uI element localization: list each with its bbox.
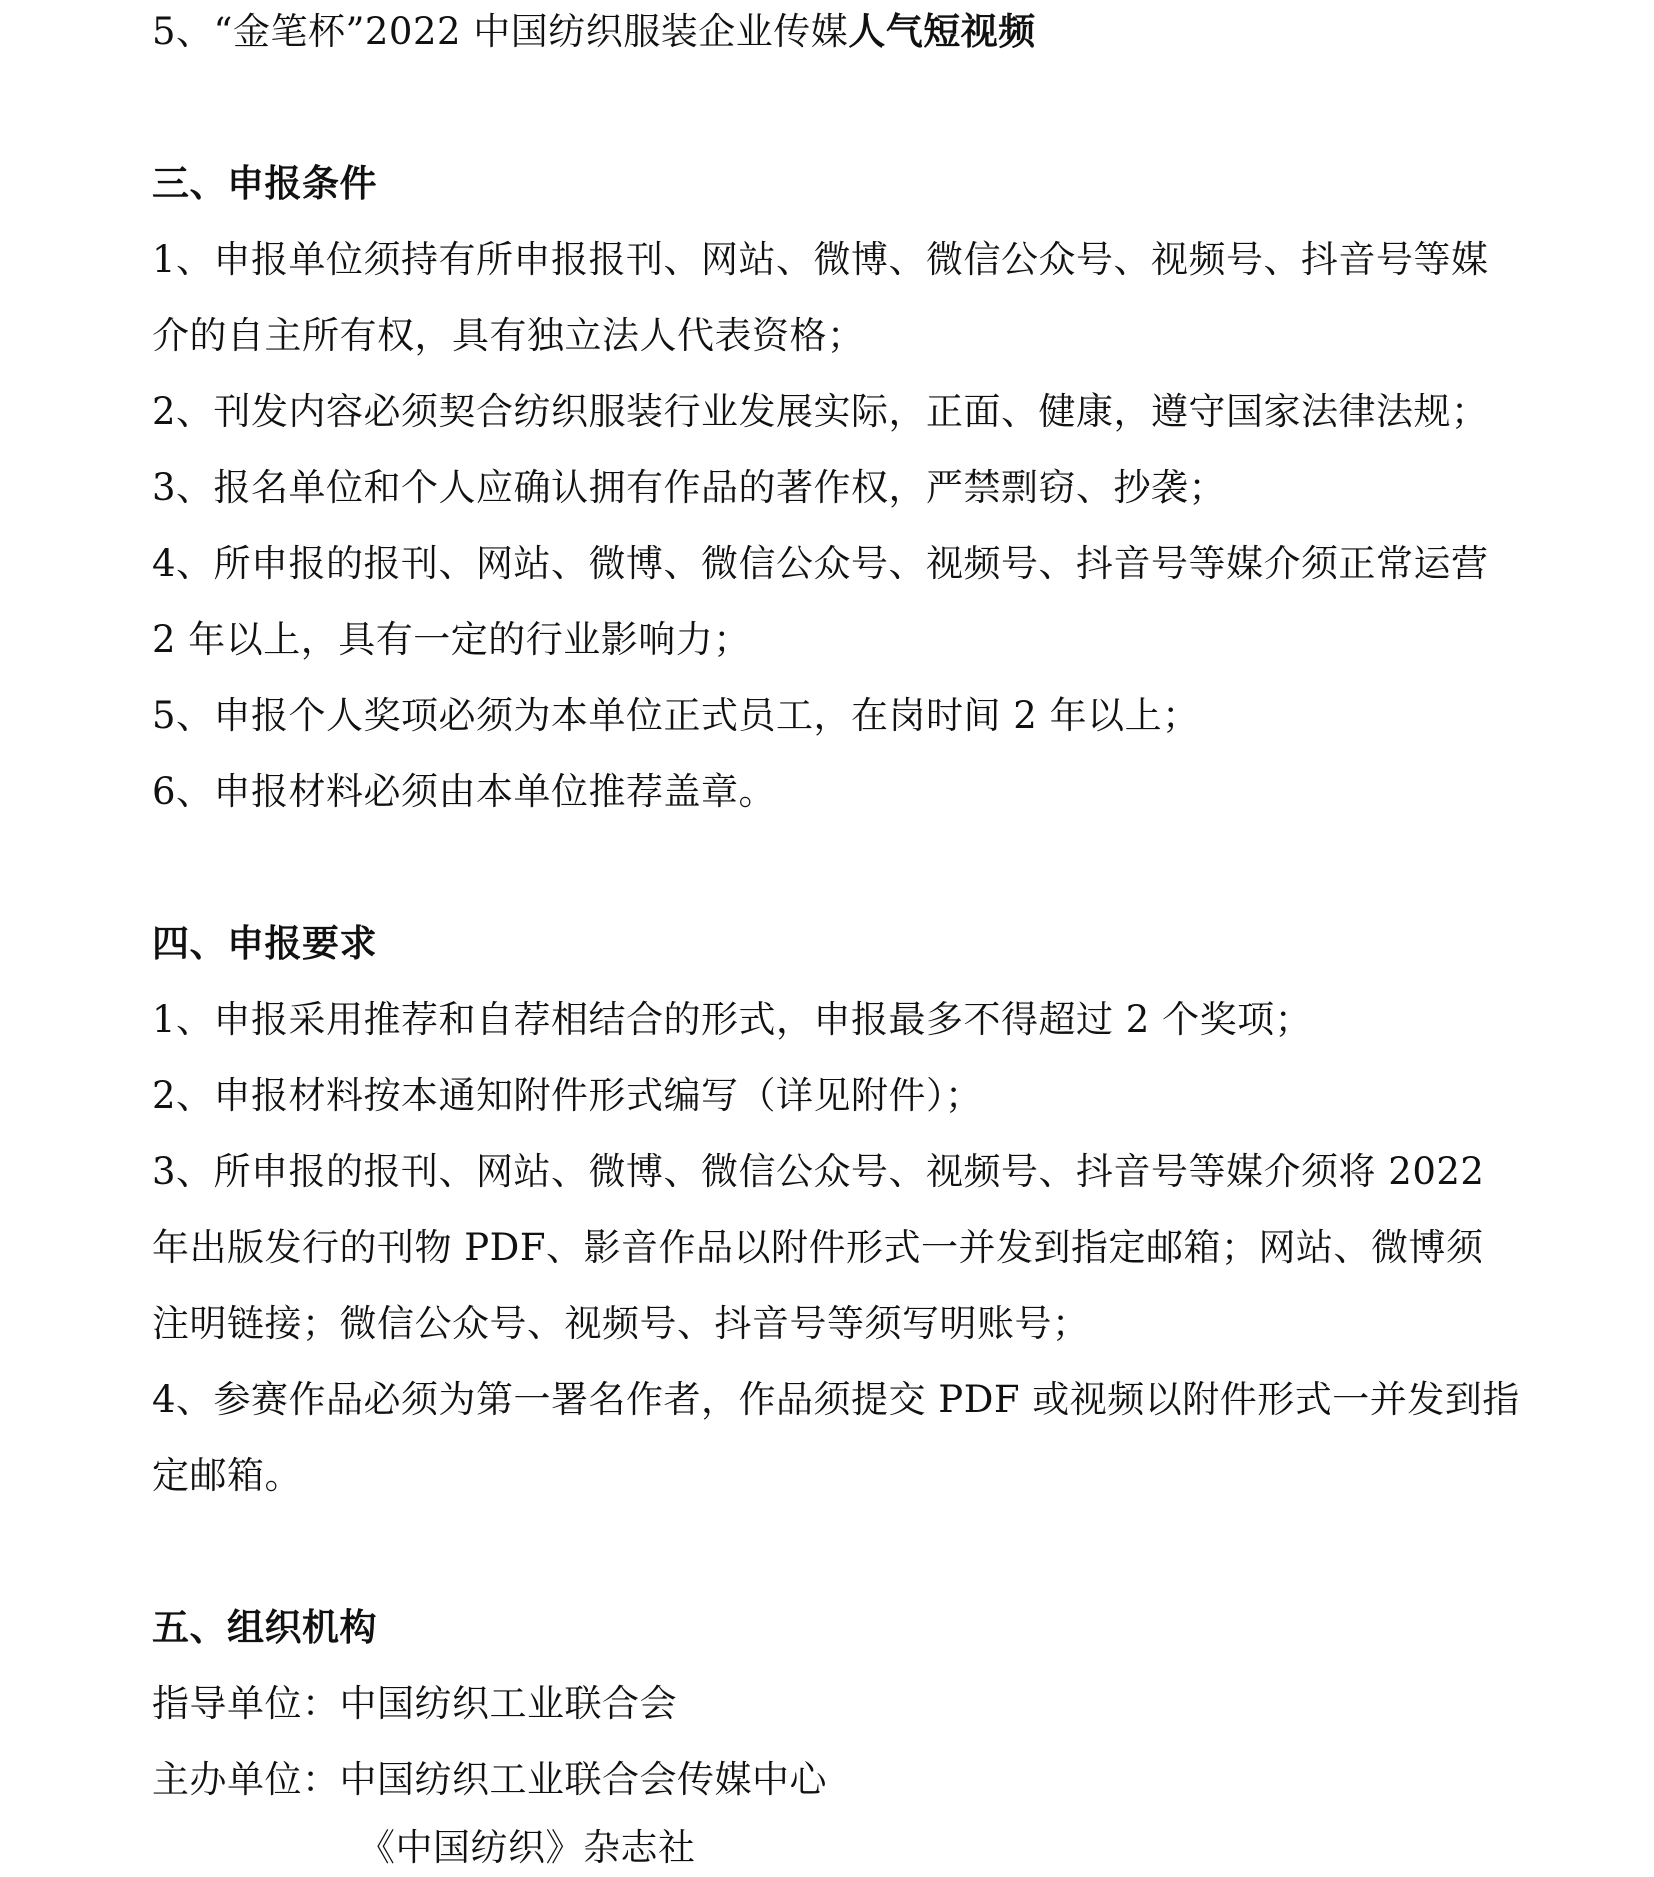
section-3-heading: 三、申报条件 [152, 162, 377, 205]
section-4-line-5: 注明链接；微信公众号、视频号、抖音号等须写明账号； [152, 1302, 1090, 1345]
section-3-line-7: 5、申报个人奖项必须为本单位正式员工，在岗时间 2 年以上； [152, 694, 1200, 737]
section-4-line-7: 定邮箱。 [152, 1454, 302, 1497]
section-3-line-3: 2、刊发内容必须契合纺织服装行业发展实际，正面、健康，遵守国家法律法规； [152, 390, 1489, 433]
section-3-line-8: 6、申报材料必须由本单位推荐盖章。 [152, 770, 777, 813]
section-3-line-4: 3、报名单位和个人应确认拥有作品的著作权，严禁剽窃、抄袭； [152, 466, 1227, 509]
section-3-line-1: 1、申报单位须持有所申报报刊、网站、微博、微信公众号、视频号、抖音号等媒 [152, 238, 1489, 281]
co-host-unit: 《中国纺织》杂志社 [358, 1826, 696, 1869]
award-item-5-text: 5、“金笔杯”2022 中国纺织服装企业传媒 [152, 10, 849, 53]
award-item-5 [152, 10, 1036, 54]
section-3-line-2: 介的自主所有权，具有独立法人代表资格； [152, 314, 865, 357]
section-4-line-3: 3、所申报的报刊、网站、微博、微信公众号、视频号、抖音号等媒介须将 2022 [152, 1150, 1485, 1193]
section-5-heading: 五、组织机构 [152, 1606, 377, 1649]
section-3-line-5: 4、所申报的报刊、网站、微博、微信公众号、视频号、抖音号等媒介须正常运营 [152, 542, 1489, 585]
section-4-line-6: 4、参赛作品必须为第一署名作者，作品须提交 PDF 或视频以附件形式一并发到指 [152, 1378, 1520, 1421]
section-4-line-4: 年出版发行的刊物 PDF、影音作品以附件形式一并发到指定邮箱；网站、微博须 [152, 1226, 1484, 1269]
award-item-5-emphasis: 人气短视频 [848, 10, 1036, 53]
host-unit: 主办单位：中国纺织工业联合会传媒中心 [152, 1758, 827, 1801]
section-4-line-1: 1、申报采用推荐和自荐相结合的形式，申报最多不得超过 2 个奖项； [152, 998, 1313, 1041]
section-4-heading: 四、申报要求 [152, 922, 377, 965]
section-3-line-6: 2 年以上，具有一定的行业影响力； [152, 618, 751, 661]
guide-unit: 指导单位：中国纺织工业联合会 [152, 1682, 677, 1725]
section-4-line-2: 2、申报材料按本通知附件形式编写（详见附件）； [152, 1074, 983, 1117]
